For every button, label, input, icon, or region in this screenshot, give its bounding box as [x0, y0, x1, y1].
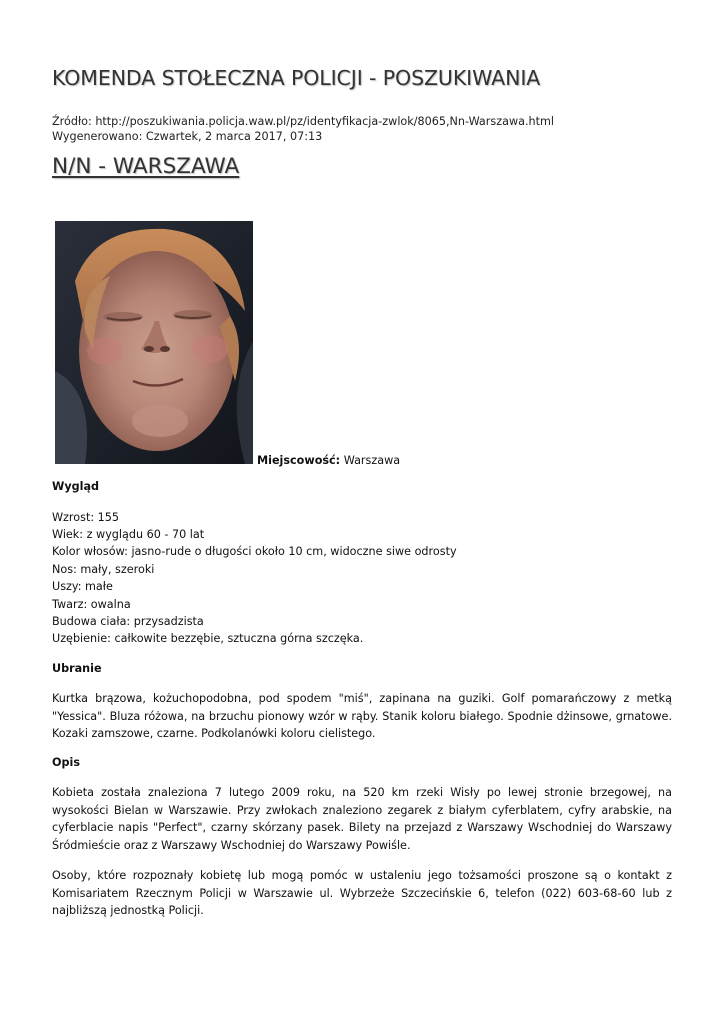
- appearance-line: Uszy: małe: [52, 580, 113, 593]
- source-url: Źródło: http://poszukiwania.policja.waw.pl/pz/identyfikacja-zwlok/8065,Nn-Warszawa.html: [52, 115, 554, 128]
- contact-text: Osoby, które rozpoznały kobietę lub mogą pomóc w ustaleniu jego tożsamości proszone są o kontakt z Komisariatem Rzecznym Policji w Warszawie ul. Wybrzeże Szczecińskie 6, telefon (022) 603-68-60 lub z najbliższą jednostką Policji.: [52, 869, 672, 917]
- clothing-text: Kurtka brązowa, kożuchopodobna, pod spodem "miś", zapinana na guziki. Golf pomarańczowy z metką "Yessica". Bluza różowa, na brzuchu pionowy wzór w rąby. Stanik koloru białego. Spodnie dżinsowe, grnatowe. Kozaki zamszowe, czarne. Podkolanówki koloru cielistego.: [52, 692, 672, 740]
- generated-date: Wygenerowano: Czwartek, 2 marca 2017, 07:13: [52, 130, 323, 143]
- appearance-line: Wzrost: 155: [52, 511, 120, 524]
- description-heading: Opis: [52, 756, 81, 769]
- appearance-line: Uzębienie: całkowite bezzębie, sztuczna górna szczęka.: [52, 632, 364, 645]
- location-value: Warszawa: [343, 454, 401, 467]
- person-photo: [55, 221, 253, 464]
- appearance-line: Wiek: z wyglądu 60 - 70 lat: [52, 528, 205, 541]
- page-title: N/N - WARSZAWA: [52, 154, 240, 179]
- clothing-heading: Ubranie: [52, 662, 102, 675]
- description-text: Kobieta została znaleziona 7 lutego 2009 roku, na 520 km rzeki Wisły po lewej stronie brzegowej, na wysokości Bielan w Warszawie. Przy zwłokach znaleziono zegarek z białym cyferblatem, cyfry arabskie, na cyferblacie napis "Perfect", czarny skórzany pasek. Bilety na przejazd z Warszawy Wschodniej do Warszawy Śródmieście oraz z Warszawy Wschodniej do Warszawy Powiśle.: [52, 786, 672, 852]
- appearance-line: Kolor włosów: jasno-rude o długości około 10 cm, widoczne siwe odrosty: [52, 545, 457, 558]
- location: [257, 454, 400, 467]
- appearance-heading: Wygląd: [52, 480, 100, 493]
- appearance-line: Budowa ciała: przysadzista: [52, 615, 204, 628]
- site-heading: KOMENDA STOŁECZNA POLICJI - POSZUKIWANIA: [52, 66, 541, 90]
- appearance-line: Twarz: owalna: [52, 598, 131, 611]
- appearance-line: Nos: mały, szeroki: [52, 563, 155, 576]
- location-label: Miejscowość:: [257, 454, 341, 467]
